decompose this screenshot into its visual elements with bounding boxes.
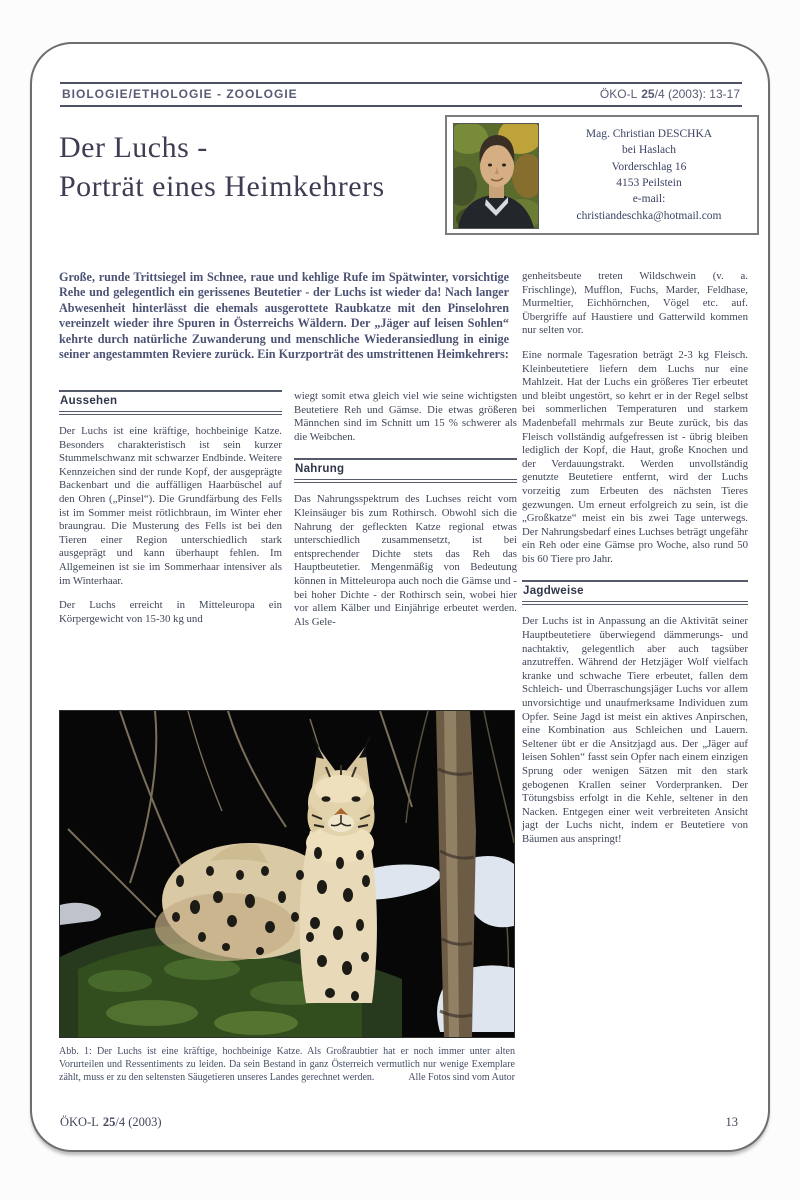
footer-issue-rest: /4 (2003): [115, 1115, 162, 1129]
photo-credit: Alle Fotos sind vom Autor: [408, 1072, 515, 1083]
lynx-figure: [59, 710, 515, 1084]
page-card: [30, 42, 770, 1152]
author-email: christiandeschka@hotmail.com: [576, 209, 722, 222]
author-address-line-2: Vorderschlag 16: [611, 160, 687, 173]
author-address-line-1: bei Haslach: [622, 144, 676, 157]
issue-volume: 25: [641, 87, 655, 101]
jagdweise-paragraph: Der Luchs ist in Anpassung an die Aktivität seiner Hauptbeutetiere überwiegend dämmerungs- und nachtaktiv, gelegentlich aber auch tagsüber anzutreffen. Während der Hetzjäger Wolf vielfach kranke und schwache Tiere erbeutet, fallen dem Schleich- und Überraschungsjäger Luchs vor allem unvorsichtige und unaufmerksame Individuen zum Opfer. Seine Jagd ist meist ein aktives Anpirschen, eine Kombination aus Schleichen und Lauern. Seltener übt er die Ansitzjagd aus. Der „Jäger auf leisen Sohlen“ fasst sein Opfer nach einem einzigen Sprung oder wenigen Sätzen mit den stark gebogenen Krallen seiner Vorderpranken. Der Tötungsbiss erfolgt in die Kehle, seltener in den Nacken. Entgegen einer weit verbreiteten Ansicht jagt der Luchs nicht, indem er Beutetiere von Bäumen aus anspringt!: [522, 615, 748, 845]
footer-issue-volume: 25: [102, 1115, 116, 1129]
footer-issue-prefix: ÖKO-L: [60, 1115, 99, 1129]
article-title-line2: Porträt eines Heimkehrers: [59, 170, 385, 203]
journal-header: [60, 82, 742, 107]
columns-left-middle: [59, 390, 517, 640]
article-title: [59, 128, 385, 206]
lynx-night-illustration: [60, 711, 514, 1037]
author-name: Mag. Christian DESCHKA: [585, 128, 713, 141]
author-address: [547, 123, 751, 227]
aussehen-paragraph-2: Der Luchs erreicht in Mitteleuropa ein Körpergewicht von 15-30 kg und: [59, 599, 282, 625]
issue-rest: /4 (2003): 13-17: [654, 87, 740, 101]
article-title-line1: Der Luchs -: [59, 131, 208, 164]
intro-paragraph: Große, runde Trittsiegel im Schnee, raue und kehlige Rufe im Spätwinter, vorsichtige Rehe und gelegentlich ein gerissenes Beutetier - der Luchs ist wieder da! Nach langer Abwesenheit hinterlässt die ehemals ausgerottete Raubkatze mit den Pinselohren vereinzelt wieder ihre Spuren in Österreichs Wäldern. Der „Jäger auf leisen Sohlen“ kehrte durch natürliche Zuwanderung und menschliche Wiederansiedlung in einige seiner angestammten Reviere zurück. Ein Kurzporträt des umstrittenen Heimkehrers:: [59, 270, 509, 362]
author-box: [445, 115, 759, 235]
page-footer: [60, 1115, 738, 1130]
lynx-photo: [59, 710, 515, 1038]
issue-prefix: ÖKO-L: [599, 87, 638, 101]
aussehen-paragraph-1: Der Luchs ist eine kräftige, hochbeinige Katze. Besonders charakteristisch ist sein kurzer Stummelschwanz mit schwarzer Endbinde. Weitere Kennzeichen sind der runde Kopf, der ausgeprägte Backenbart und die auffälligen Haarbüschel auf den Ohren („Pinsel“). Die Grundfärbung des Fells ist im Sommer meist rötlichbraun, im Winter eher braungrau. Die Musterung des Fells ist bei den Tieren einer Region unterschiedlich stark ausgeprägt und kann überhaupt fehlen. Im Allgemeinen ist sie im Sommerhaar intensiver als im Winterhaar.: [59, 425, 282, 587]
weight-continuation-paragraph: wiegt somit etwa gleich viel wie seine wichtigsten Beutetiere Reh und Gämse. Die etwas größeren Männchen sind im Schnitt um 15 % schwerer als die Weibchen.: [294, 390, 517, 443]
tagesration-paragraph: Eine normale Tagesration beträgt 2-3 kg Fleisch. Kleinbeutetiere liefern dem Luchs nur eine Mahlzeit. Hat der Luchs ein größeres Tier erbeutet und bleibt ungestört, so kehrt er in der Regel selbst bei sommerlichen Temperaturen und starkem Madenbefall mehrmals zur Beute zurück, bis das Fleisch vollständig aufgefressen ist - übrig bleiben lediglich der Kopf, die Haut, große Knochen und der Verdauungstrakt. Werden unvollständig genutzte Beutetiere entfernt, wird der Luchs vorzeitig zum Erbeuten des nächsten Tieres gezwungen. Um erneut erfolgreich zu sein, ist die „Großkatze“ meist ein bis zwei Tage unterwegs. Der Nahrungsbedarf eines Luchses beträgt ungefähr ein Reh oder eine Gämse pro Woche, also rund 50 bis 60 Tiere pro Jahr.: [522, 348, 748, 565]
journal-section-label: BIOLOGIE/ETHOLOGIE - ZOOLOGIE: [62, 87, 298, 101]
column-right: [522, 270, 748, 858]
author-address-line-3: 4153 Peilstein: [616, 177, 682, 189]
section-heading-aussehen: Aussehen: [59, 390, 282, 415]
author-portrait-illustration: [454, 124, 538, 228]
column-middle: [294, 390, 517, 640]
author-email-label: e-mail:: [632, 193, 666, 206]
column-left: [59, 390, 282, 640]
gelegenheitsbeute-paragraph: genheitsbeute treten Wildschwein (v. a. Frischlinge), Mufflon, Fuchs, Marder, Feldhase, Murmeltier, Eichhörnchen, Vögel etc. auf. Übergriffe auf Haustiere und Gatterwild kommen nur selten vor.: [522, 270, 748, 337]
section-heading-nahrung: Nahrung: [294, 458, 517, 483]
author-portrait-photo: [453, 123, 539, 229]
section-heading-jagdweise: Jagdweise: [522, 580, 748, 605]
footer-issue: [60, 1115, 162, 1130]
page-number: 13: [725, 1115, 738, 1129]
journal-issue-label: [600, 87, 740, 101]
figure-caption: Abb. 1: Der Luchs ist eine kräftige, hochbeinige Katze. Als Großraubtier hat er noch immer unter alten Vorurteilen und Ressentiments zu leiden. Da sein Bestand in ganz Österreich vermutlich nur wenige Exemplare zählt, muss er zu den seltensten Säugetieren unseres Landes gerechnet werden.: [59, 1046, 515, 1083]
nahrung-paragraph: Das Nahrungsspektrum des Luchses reicht vom Kleinsäuger bis zum Rothirsch. Obwohl sich die Nahrung der gefleckten Katze regional etwas unterschiedlich zusammensetzt, ist bei entsprechender Dichte stets das Reh das Hauptbeutetier. Mengenmäßig von Bedeutung können in Mitteleuropa auch noch die Gämse und - bei hoher Dichte - der Rothirsch sein, wobei hier vor allem Kälber und Einjährige erbeutet werden. Als Gele-: [294, 493, 517, 628]
